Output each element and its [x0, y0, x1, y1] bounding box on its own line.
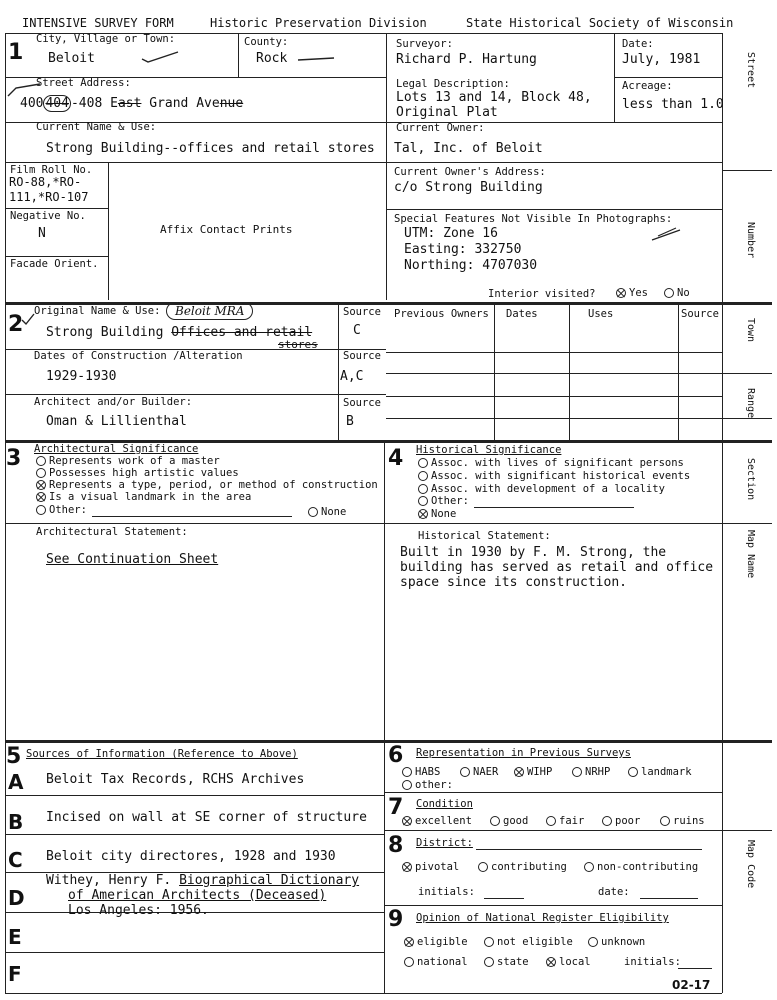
source-letter-d: D [8, 886, 25, 910]
radio-empty-icon [308, 507, 318, 517]
rule [5, 33, 6, 993]
source-original: C [353, 323, 361, 338]
radio-empty-icon [418, 496, 428, 506]
checkmark-icon [140, 50, 180, 64]
radio-empty-icon [628, 767, 638, 777]
eligibility-unknown[interactable] [588, 936, 645, 948]
section-number-6: 6 [388, 743, 404, 768]
source-label: Source [343, 397, 381, 409]
rule [722, 170, 772, 171]
hist-option-other[interactable] [418, 495, 469, 507]
rule [5, 952, 384, 953]
district-line [476, 849, 702, 850]
current-name-label: Current Name & Use: [36, 121, 157, 133]
rule [5, 256, 108, 257]
hist-significance-title: Historical Significance [416, 444, 562, 456]
radio-empty-icon [404, 957, 414, 967]
county-label: County: [244, 36, 289, 48]
rule [386, 418, 722, 419]
survey-option-text: NAER [473, 766, 499, 778]
survey-option-text: NRHP [585, 766, 611, 778]
sidebar-range: Range [745, 388, 756, 419]
condition-good[interactable] [490, 815, 528, 827]
rule [108, 162, 109, 300]
arch-option-text: None [321, 506, 347, 518]
initials-line [484, 898, 524, 899]
sources-title: Sources of Information (Reference to Above) [26, 748, 298, 760]
section-number-8: 8 [388, 833, 404, 858]
street-value [20, 96, 243, 111]
section-number-3: 3 [6, 446, 22, 471]
source-letter-e: E [8, 925, 22, 949]
section-number-1: 1 [8, 40, 24, 65]
checkmark-icon [650, 226, 684, 244]
eligibility-eligible[interactable] [404, 936, 468, 948]
arch-option-text: Is a visual landmark in the area [49, 491, 252, 503]
radio-empty-icon [418, 471, 428, 481]
rule [5, 993, 722, 994]
previous-owners-header: Previous Owners [394, 308, 489, 320]
district-date-label: date: [598, 886, 630, 898]
sidebar-number: Number [745, 222, 756, 259]
radio-empty-icon [402, 780, 412, 790]
original-use-struck-2: stores [278, 338, 318, 351]
source-letter-f: F [8, 962, 22, 986]
film-value: RO-88,*RO- 111,*RO-107 [9, 175, 89, 204]
source-label: Source [343, 306, 381, 318]
architect-value: Oman & Lillienthal [46, 414, 187, 429]
date-line [640, 898, 698, 899]
city-value: Beloit [48, 51, 95, 66]
condition-option-text: fair [559, 815, 585, 827]
condition-excellent[interactable] [402, 815, 472, 827]
hist-option-locality[interactable] [418, 483, 665, 495]
previous-source-header: Source [681, 308, 719, 320]
district-option-text: non-contributing [597, 861, 699, 873]
rule [238, 33, 239, 77]
arch-significance-title: Architectural Significance [34, 443, 199, 455]
original-name-value [46, 325, 312, 340]
radio-checked-icon [402, 862, 412, 872]
rule [569, 304, 570, 440]
interior-yes-option[interactable] [616, 287, 648, 299]
survey-option-naer[interactable] [460, 766, 498, 778]
sidebar-map-name: Map Name [745, 530, 756, 579]
rule [384, 905, 722, 906]
rule [5, 795, 384, 796]
district-contributing[interactable] [478, 861, 567, 873]
surveyor-value: Richard P. Hartung [396, 52, 537, 67]
owner-label: Current Owner: [396, 122, 485, 134]
district-non-contributing[interactable] [584, 861, 698, 873]
eligibility-option-text: eligible [417, 936, 468, 948]
rule [5, 208, 108, 209]
radio-empty-icon [36, 505, 46, 515]
rule [386, 209, 722, 210]
source-letter-c: C [8, 848, 23, 872]
rule [614, 77, 722, 78]
condition-option-text: poor [615, 815, 641, 827]
radio-empty-icon [484, 957, 494, 967]
radio-checked-icon [402, 816, 412, 826]
hist-statement-value: Built in 1930 by F. M. Strong, the building has served as retail and office space since its construction. [400, 545, 714, 590]
condition-fair[interactable] [546, 815, 584, 827]
previous-surveys-title: Representation in Previous Surveys [416, 747, 631, 759]
section-number-9: 9 [388, 907, 404, 932]
previous-dates-header: Dates [506, 308, 538, 320]
utm-easting: Easting: 332750 [404, 242, 522, 257]
hist-option-events[interactable] [418, 470, 690, 482]
radio-empty-icon [418, 458, 428, 468]
legal-line-2: Original Plat [396, 105, 498, 120]
rule [384, 792, 722, 793]
hist-option-text: Assoc. with development of a locality [431, 483, 665, 495]
county-value: Rock [256, 51, 288, 66]
section-number-4: 4 [388, 446, 404, 471]
condition-option-text: excellent [415, 815, 472, 827]
radio-empty-icon [484, 937, 494, 947]
condition-option-text: ruins [673, 815, 705, 827]
other-line [92, 516, 292, 517]
district-initials-label: initials: [418, 886, 475, 898]
survey-option-landmark[interactable] [628, 766, 692, 778]
radio-empty-icon [572, 767, 582, 777]
arch-option-text: Represents a type, period, or method of construction [49, 479, 378, 491]
negative-label: Negative No. [10, 210, 86, 222]
radio-empty-icon [588, 937, 598, 947]
special-features-label: Special Features Not Visible In Photographs: [394, 213, 673, 225]
rule [5, 523, 722, 524]
interior-no-option[interactable] [664, 287, 690, 299]
interior-yes-text: Yes [629, 287, 648, 299]
handwritten-note: Beloit MRA [166, 302, 253, 320]
radio-empty-icon [664, 288, 674, 298]
street-number-circled: 404 [45, 96, 69, 111]
radio-empty-icon [418, 484, 428, 494]
rule [614, 33, 615, 123]
rule [384, 830, 722, 831]
eligibility-title: Opinion of National Register Eligibility [416, 912, 669, 924]
original-name-label: Original Name & Use: [34, 305, 161, 317]
district-title: District: [416, 837, 473, 849]
checkmark-icon [296, 54, 336, 64]
radio-empty-icon [478, 862, 488, 872]
original-name-text: Strong Building [46, 325, 164, 340]
form-title: INTENSIVE SURVEY FORM [22, 16, 174, 30]
date-value: July, 1981 [622, 52, 701, 67]
film-label: Film Roll No. [10, 164, 93, 176]
section-number-5: 5 [6, 744, 22, 769]
division-name: Historic Preservation Division [210, 16, 427, 30]
street-struck-suffix: nue [219, 96, 244, 111]
hist-statement-label: Historical Statement: [418, 530, 551, 542]
rule [5, 394, 386, 395]
dates-label: Dates of Construction /Alteration [34, 350, 243, 362]
acreage-value: less than 1.0 [622, 97, 724, 112]
survey-option-nrhp[interactable] [572, 766, 610, 778]
legal-line-1: Lots 13 and 14, Block 48, [396, 90, 592, 105]
rule [386, 373, 722, 374]
hist-option-text: Assoc. with lives of significant persons [431, 457, 684, 469]
street-number-end: -408 E [70, 96, 118, 111]
radio-checked-icon [514, 767, 524, 777]
section-number-7: 7 [388, 795, 404, 820]
source-dates: A,C [340, 369, 364, 384]
rule [5, 834, 384, 835]
source-d-place: Los Angeles: 1956. [68, 903, 209, 918]
rule [722, 418, 772, 419]
original-use-struck: Offices and retail [171, 325, 313, 340]
survey-option-text: landmark [641, 766, 692, 778]
radio-empty-icon [602, 816, 612, 826]
condition-option-text: good [503, 815, 529, 827]
previous-uses-header: Uses [588, 308, 614, 320]
rule [722, 523, 772, 524]
owner-value: Tal, Inc. of Beloit [394, 141, 543, 156]
rule [722, 33, 723, 993]
current-name-value: Strong Building--offices and retail stores [46, 141, 375, 156]
hist-option-text: None [431, 508, 457, 520]
arch-option-type[interactable] [36, 479, 378, 491]
street-label: Street Address: [36, 77, 131, 89]
arch-option-other[interactable] [36, 504, 87, 516]
city-label: City, Village or Town: [36, 33, 176, 45]
district-option-text: pivotal [415, 861, 460, 873]
arch-option-master[interactable] [36, 455, 220, 467]
surveyor-label: Surveyor: [396, 38, 453, 50]
radio-checked-icon [418, 509, 428, 519]
radio-empty-icon [490, 816, 500, 826]
source-architect: B [346, 414, 354, 429]
source-d-line-1 [46, 873, 359, 888]
utm-zone: UTM: Zone 16 [404, 226, 498, 241]
district-pivotal[interactable] [402, 861, 459, 873]
rule [722, 373, 772, 374]
arch-option-text: Possesses high artistic values [49, 467, 239, 479]
legal-label: Legal Description: [396, 78, 510, 90]
arch-statement-value: See Continuation Sheet [46, 552, 219, 567]
sidebar-map-code: Map Code [745, 840, 756, 889]
eligibility-local[interactable] [546, 956, 591, 968]
eligibility-option-text: state [497, 956, 529, 968]
architect-label: Architect and/or Builder: [34, 396, 193, 408]
rule [386, 396, 722, 397]
dates-value: 1929-1930 [46, 369, 117, 384]
hist-option-text: Other: [431, 495, 469, 507]
street-name: Grand Ave [141, 96, 220, 111]
survey-option-habs[interactable] [402, 766, 440, 778]
survey-option-wihp[interactable] [514, 766, 552, 778]
radio-checked-icon [616, 288, 626, 298]
radio-checked-icon [546, 957, 556, 967]
arch-option-artistic[interactable] [36, 467, 239, 479]
survey-option-text: HABS [415, 766, 441, 778]
radio-empty-icon [460, 767, 470, 777]
source-letter-a: A [8, 770, 24, 794]
street-number-start: 400 [20, 96, 44, 111]
source-c: Beloit city directores, 1928 and 1930 [46, 849, 336, 864]
negative-value: N [38, 226, 46, 241]
initials-line [678, 968, 712, 969]
radio-empty-icon [546, 816, 556, 826]
rule [722, 830, 772, 831]
radio-checked-icon [36, 492, 46, 502]
rule [386, 33, 387, 300]
radio-empty-icon [36, 456, 46, 466]
source-d-title-2: of American Architects (Deceased) [68, 888, 327, 903]
condition-poor[interactable] [602, 815, 640, 827]
rule [494, 304, 495, 440]
source-label: Source [343, 350, 381, 362]
eligibility-option-text: not eligible [497, 936, 573, 948]
source-b: Incised on wall at SE corner of structure [46, 810, 367, 825]
eligibility-initials-label: initials: [624, 956, 681, 968]
radio-empty-icon [660, 816, 670, 826]
radio-empty-icon [584, 862, 594, 872]
rule [678, 304, 679, 440]
hist-option-text: Assoc. with significant historical events [431, 470, 691, 482]
owner-address-label: Current Owner's Address: [394, 166, 546, 178]
utm-northing: Northing: 4707030 [404, 258, 538, 273]
arch-option-text: Represents work of a master [49, 455, 220, 467]
eligibility-option-text: national [417, 956, 468, 968]
radio-checked-icon [36, 480, 46, 490]
condition-title: Condition [416, 798, 473, 810]
acreage-label: Acreage: [622, 80, 673, 92]
other-line [474, 507, 634, 508]
eligibility-option-text: unknown [601, 936, 646, 948]
eligibility-state[interactable] [484, 956, 529, 968]
society-name: State Historical Society of Wisconsin [466, 16, 734, 30]
eligibility-national[interactable] [404, 956, 468, 968]
sidebar-street: Street [745, 52, 756, 89]
facade-label: Facade Orient. [10, 258, 99, 270]
arch-option-none[interactable] [308, 506, 346, 518]
condition-ruins[interactable] [660, 815, 705, 827]
contact-prints-placeholder: Affix Contact Prints [160, 223, 293, 236]
street-struck-text: ast [117, 96, 142, 111]
interior-visited-label: Interior visited? [488, 288, 596, 300]
rule [386, 352, 722, 353]
interior-no-text: No [677, 287, 690, 299]
radio-checked-icon [404, 937, 414, 947]
source-a: Beloit Tax Records, RCHS Archives [46, 772, 305, 787]
section-number-2: 2 [8, 312, 24, 337]
survey-option-text: WIHP [527, 766, 553, 778]
source-d-title-1: Biographical Dictionary [179, 873, 360, 888]
arch-option-text: Other: [49, 504, 87, 516]
radio-empty-icon [36, 468, 46, 478]
sidebar-town: Town [745, 318, 756, 343]
arch-statement-label: Architectural Statement: [36, 526, 188, 538]
radio-empty-icon [402, 767, 412, 777]
sidebar-section: Section [745, 458, 756, 501]
eligibility-option-text: local [559, 956, 591, 968]
source-d-author: Withey, Henry F. [46, 873, 180, 888]
survey-option-text: other: [415, 779, 453, 791]
rule [338, 304, 339, 440]
date-label: Date: [622, 38, 654, 50]
district-option-text: contributing [491, 861, 567, 873]
arch-option-landmark[interactable] [36, 491, 251, 503]
owner-address-value: c/o Strong Building [394, 180, 543, 195]
survey-option-other[interactable] [402, 779, 453, 791]
source-letter-b: B [8, 810, 24, 834]
hist-option-none[interactable] [418, 508, 456, 520]
form-code: 02-17 [672, 978, 711, 992]
rule [5, 162, 722, 163]
eligibility-not-eligible[interactable] [484, 936, 573, 948]
hist-option-persons[interactable] [418, 457, 684, 469]
